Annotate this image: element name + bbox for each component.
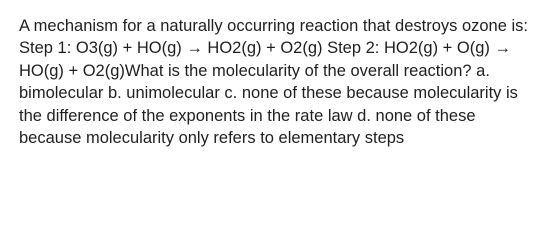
question-text: A mechanism for a naturally occurring reaction that destroys ozone is: Step 1: O3(g) + HO(g) → HO2(g) + O2(g) Step 2: HO2(g) + O(g) → HO(g) + O2(g)What is the molecularity of the overall reaction? a. bimolecular b. unimolecular c. none of these because molecularity is the difference of the exponents in the rate law d. none of these because molecularity only refers to elementary steps	[19, 17, 528, 148]
